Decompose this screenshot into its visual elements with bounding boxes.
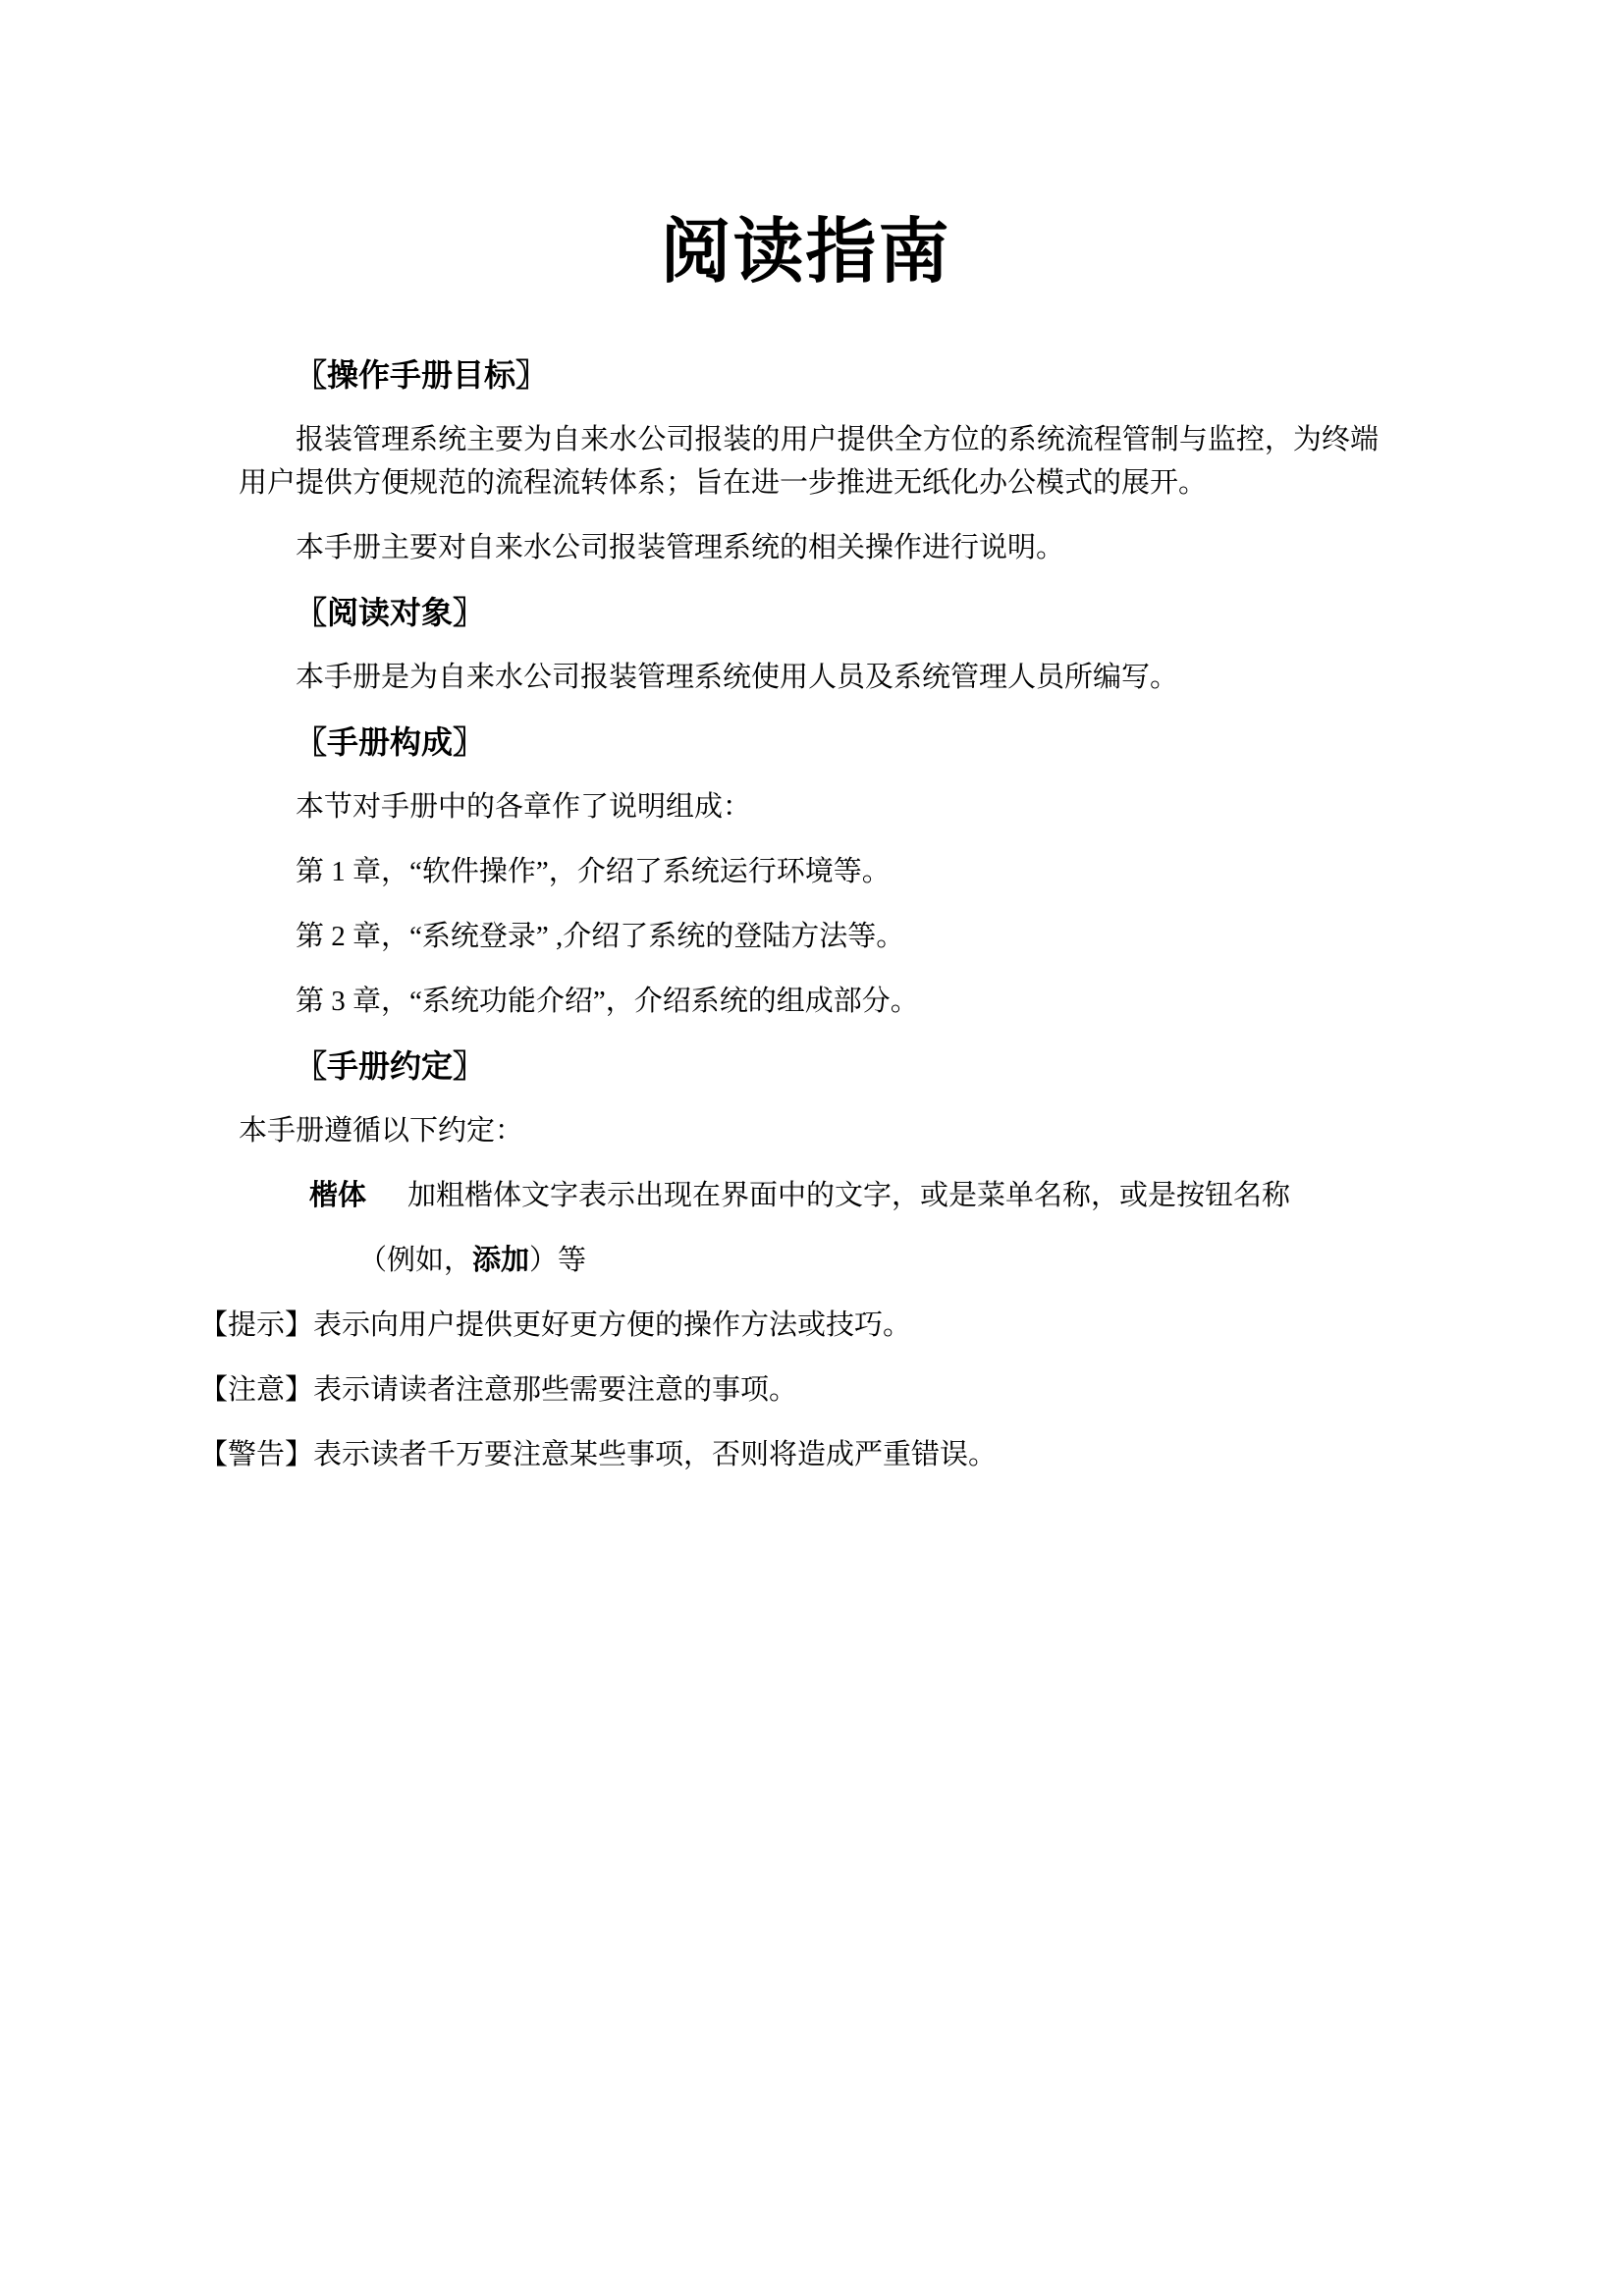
paragraph-goal-1: 报装管理系统主要为自来水公司报装的用户提供全方位的系统流程管制与监控，为终端用户提供方便规范的流程流转体系；旨在进一步推进无纸化办公模式的展开。 <box>239 424 1379 499</box>
paragraph-structure-intro: 本节对手册中的各章作了说明组成： <box>296 791 752 823</box>
section-heading-conventions: 〖手册约定〗 <box>296 1048 485 1084</box>
convention-kaiti-desc: 加粗楷体文字表示出现在界面中的文字，或是菜单名称，或是按钮名称 <box>407 1180 1291 1211</box>
section-heading-audience: 〖阅读对象〗 <box>296 595 485 630</box>
note-tip: 【提示】表示向用户提供更好更方便的操作方法或技巧。 <box>199 1309 912 1341</box>
paragraph-goal-2: 本手册主要对自来水公司报装管理系统的相关操作进行说明。 <box>296 532 1065 563</box>
section-heading-manual-goal: 〖操作手册目标〗 <box>296 357 548 393</box>
kaiti-example-prefix: （例如， <box>358 1245 473 1276</box>
paragraph-conventions-intro: 本手册遵循以下约定： <box>239 1115 524 1147</box>
convention-kaiti-line <box>309 1174 1379 1217</box>
chapter-line-2: 第 2 章，“系统登录” ,介绍了系统的登陆方法等。 <box>296 921 905 952</box>
convention-kaiti-label: 楷体 <box>309 1180 367 1211</box>
kaiti-example-suffix: ）等 <box>529 1245 587 1276</box>
paragraph-audience: 本手册是为自来水公司报装管理系统使用人员及系统管理人员所编写。 <box>296 662 1179 693</box>
chapter-line-3: 第 3 章，“系统功能介绍”，介绍系统的组成部分。 <box>296 986 919 1017</box>
kaiti-example-bold-word: 添加 <box>472 1245 530 1276</box>
note-warning: 【警告】表示读者千万要注意某些事项，否则将造成严重错误。 <box>199 1439 998 1470</box>
note-caution: 【注意】表示请读者注意那些需要注意的事项。 <box>199 1374 798 1406</box>
chapter-line-1: 第 1 章，“软件操作”，介绍了系统运行环境等。 <box>296 856 891 887</box>
convention-kaiti-example <box>358 1239 1379 1282</box>
page-title: 阅读指南 <box>660 213 951 292</box>
section-heading-manual-structure: 〖手册构成〗 <box>296 724 485 760</box>
